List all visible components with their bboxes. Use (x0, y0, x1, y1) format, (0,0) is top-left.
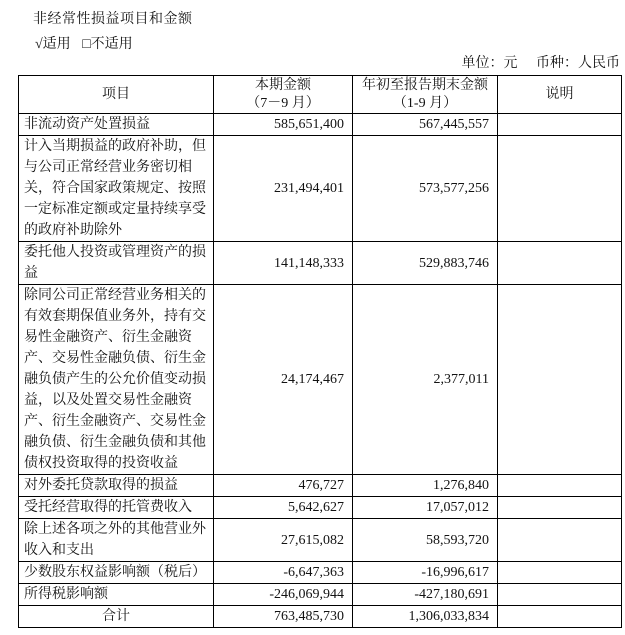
ytd-amount-cell: 573,577,256 (353, 136, 498, 242)
note-cell (498, 519, 622, 562)
table-row (19, 136, 622, 242)
table-row (19, 475, 622, 497)
table-row (19, 114, 622, 136)
item-cell: 计入当期损益的政府补助，但与公司正常经营业务密切相关，符合国家政策规定、按照一定标准定额或定量持续享受的政府补助除外 (19, 136, 214, 242)
item-cell: 除同公司正常经营业务相关的有效套期保值业务外，持有交易性金融资产、衍生金融资产、交易性金融负债、衍生金融负债产生的公允价值变动损益，以及处置交易性金融资产、衍生金融资产、交易性金融负债、衍生金融负债和其他债权投资取得的投资收益 (19, 285, 214, 475)
unit-currency-line (462, 52, 621, 72)
note-cell (498, 242, 622, 285)
item-cell: 少数股东权益影响额（税后） (19, 562, 214, 584)
ytd-amount-cell: -16,996,617 (353, 562, 498, 584)
table-row (19, 497, 622, 519)
current-amount-cell: -246,069,944 (214, 584, 353, 606)
col-header-note: 说明 (498, 76, 622, 114)
ytd-amount-cell: -427,180,691 (353, 584, 498, 606)
not-applicable-option: □不适用 (82, 37, 133, 52)
ytd-amount-cell: 1,276,840 (353, 475, 498, 497)
section-title: 非经常性损益项目和金额 (33, 12, 193, 27)
col-header-ytd-line1: 年初至报告期末金额 (362, 77, 488, 93)
current-amount-cell: -6,647,363 (214, 562, 353, 584)
note-cell (498, 562, 622, 584)
unit-label: 单位：元 (461, 56, 518, 71)
item-cell: 除上述各项之外的其他营业外收入和支出 (19, 519, 214, 562)
item-cell: 所得税影响额 (19, 584, 214, 606)
note-cell (498, 584, 622, 606)
col-header-ytd-line2: （1-9 月） (392, 95, 458, 111)
col-header-current-line1: 本期金额 (255, 77, 311, 93)
applicable-checked-option: √适用 (35, 37, 71, 52)
note-cell (498, 136, 622, 242)
currency-label: 币种：人民币 (536, 56, 620, 71)
table-row (19, 584, 622, 606)
table-body (19, 114, 622, 628)
table-header-row (19, 76, 622, 114)
current-amount-cell: 27,615,082 (214, 519, 353, 562)
ytd-amount-cell: 17,057,012 (353, 497, 498, 519)
current-amount-cell: 24,174,467 (214, 285, 353, 475)
ytd-amount-cell: 1,306,033,834 (353, 606, 498, 628)
note-cell (498, 285, 622, 475)
table-row (19, 519, 622, 562)
note-cell (498, 114, 622, 136)
item-cell: 受托经营取得的托管费收入 (19, 497, 214, 519)
ytd-amount-cell: 2,377,011 (353, 285, 498, 475)
col-header-ytd (353, 76, 498, 114)
note-cell (498, 497, 622, 519)
col-header-item: 项目 (19, 76, 214, 114)
total-label-cell: 合计 (19, 606, 214, 628)
ytd-amount-cell: 529,883,746 (353, 242, 498, 285)
non-recurring-items-table (18, 75, 622, 628)
table-row (19, 562, 622, 584)
table-row (19, 285, 622, 475)
current-amount-cell: 763,485,730 (214, 606, 353, 628)
ytd-amount-cell: 567,445,557 (353, 114, 498, 136)
item-cell: 对外委托贷款取得的损益 (19, 475, 214, 497)
table-row (19, 242, 622, 285)
current-amount-cell: 231,494,401 (214, 136, 353, 242)
current-amount-cell: 476,727 (214, 475, 353, 497)
note-cell (498, 606, 622, 628)
applicability-line (35, 33, 133, 53)
item-cell: 非流动资产处置损益 (19, 114, 214, 136)
col-header-current-line2: （7－9 月） (246, 95, 320, 111)
total-row (19, 606, 622, 628)
ytd-amount-cell: 58,593,720 (353, 519, 498, 562)
current-amount-cell: 141,148,333 (214, 242, 353, 285)
current-amount-cell: 585,651,400 (214, 114, 353, 136)
note-cell (498, 475, 622, 497)
item-cell: 委托他人投资或管理资产的损益 (19, 242, 214, 285)
col-header-current-period (214, 76, 353, 114)
current-amount-cell: 5,642,627 (214, 497, 353, 519)
